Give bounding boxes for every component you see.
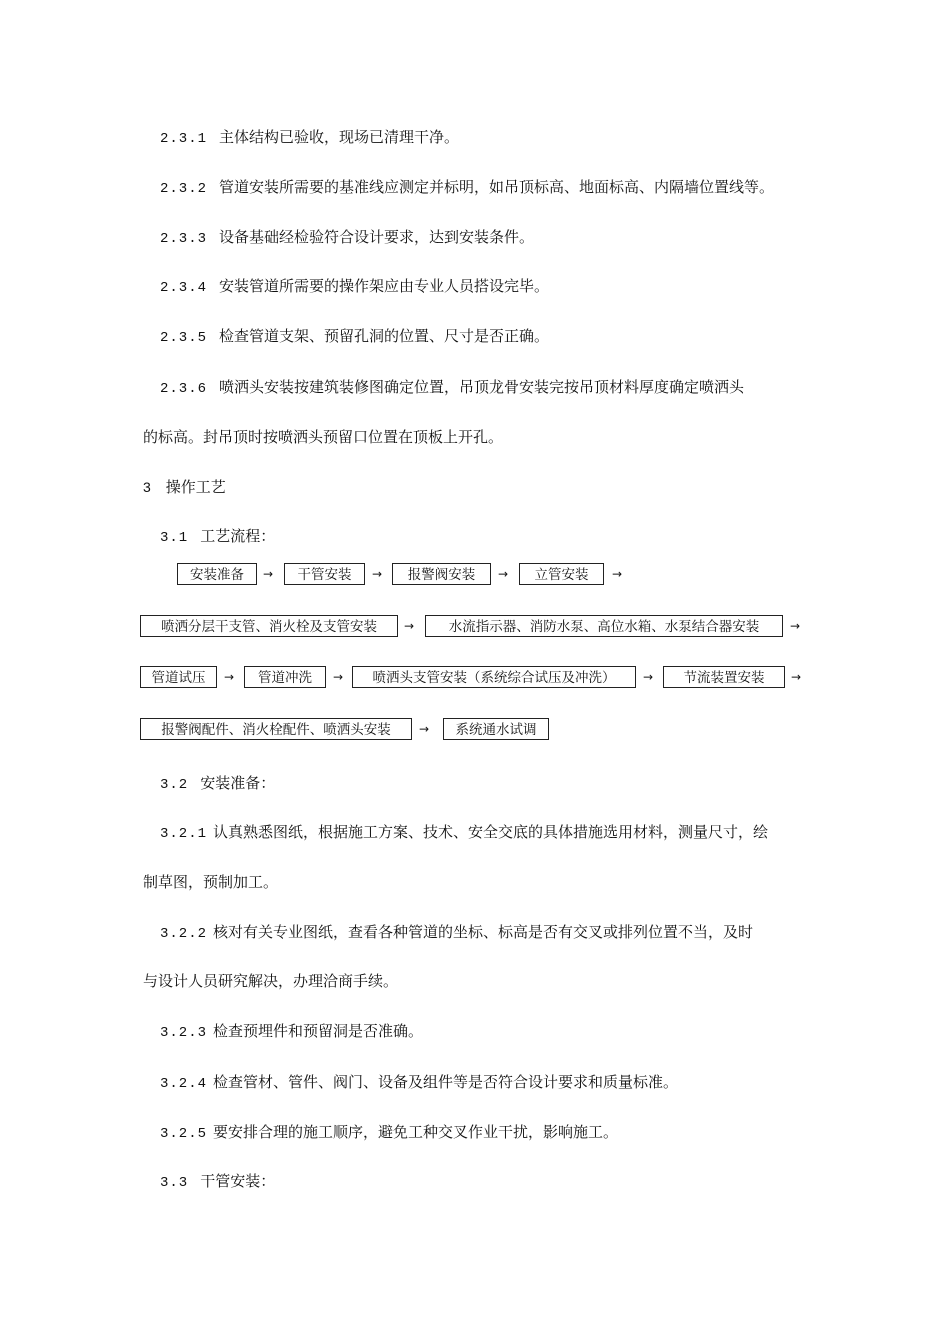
heading-number: 3	[143, 479, 152, 495]
arrow-icon: →	[404, 619, 415, 633]
arrow-icon: →	[643, 670, 654, 684]
arrow-icon: →	[372, 567, 383, 581]
item-number: 2.3.1	[160, 131, 208, 147]
flow-step: 喷洒分层干支管、消火栓及支管安装	[140, 615, 398, 637]
item-number: 3.2.5	[160, 1126, 208, 1142]
flow-step: 喷洒头支管安装（系统综合试压及冲洗）	[352, 666, 636, 688]
item-text: 检查管道支架、预留孔洞的位置、尺寸是否正确。	[219, 327, 550, 345]
item-number: 2.3.4	[160, 280, 208, 296]
arrow-icon: →	[419, 722, 430, 736]
arrow-icon: →	[333, 670, 344, 684]
arrow-icon: →	[498, 567, 509, 581]
flow-step: 管道冲洗	[244, 666, 326, 688]
item-2-3-5	[160, 326, 549, 348]
item-2-3-1	[160, 127, 459, 149]
item-text: 管道安装所需要的基准线应测定并标明，如吊顶标高、地面标高、内隔墙位置线等。	[219, 178, 775, 196]
item-number: 2.3.5	[160, 330, 208, 346]
arrow-icon: →	[224, 670, 235, 684]
item-text: 要安排合理的施工顺序，避免工种交叉作业干扰，影响施工。	[213, 1123, 619, 1141]
item-text: 工艺流程：	[200, 527, 276, 545]
item-3-2	[160, 773, 275, 795]
flow-step: 系统通水试调	[443, 718, 549, 740]
item-3-1	[160, 526, 275, 548]
item-text: 安装准备：	[200, 774, 276, 792]
item-number: 3.2.4	[160, 1076, 208, 1092]
arrow-icon: →	[790, 619, 801, 633]
item-3-2-4	[160, 1072, 678, 1094]
item-text: 认真熟悉图纸，根据施工方案、技术、安全交底的具体措施选用材料，测量尺寸，绘	[213, 823, 769, 841]
item-3-2-3	[160, 1021, 423, 1043]
item-2-3-2	[160, 177, 774, 199]
section-heading-3	[143, 477, 226, 497]
flow-step: 节流装置安装	[663, 666, 785, 688]
item-3-2-1	[160, 822, 768, 844]
item-text: 主体结构已验收，现场已清理干净。	[219, 128, 460, 146]
item-number: 3.3	[160, 1175, 189, 1191]
item-2-3-4	[160, 276, 549, 298]
item-text: 安装管道所需要的操作架应由专业人员搭设完毕。	[219, 277, 550, 295]
item-number: 3.1	[160, 530, 189, 546]
item-2-3-6	[160, 377, 744, 399]
item-text: 检查预埋件和预留洞是否准确。	[213, 1022, 424, 1040]
flow-step: 报警阀配件、消火栓配件、喷洒头安装	[140, 718, 412, 740]
item-number: 3.2	[160, 777, 189, 793]
item-3-2-5	[160, 1122, 618, 1144]
item-text: 检查管材、管件、阀门、设备及组件等是否符合设计要求和质量标准。	[213, 1073, 679, 1091]
flow-step: 立管安装	[519, 563, 604, 585]
item-number: 2.3.3	[160, 231, 208, 247]
arrow-icon: →	[791, 670, 802, 684]
arrow-icon: →	[263, 567, 274, 581]
item-text: 喷洒头安装按建筑装修图确定位置，吊顶龙骨安装完按吊顶材料厚度确定喷洒头	[219, 378, 745, 396]
flow-step: 管道试压	[140, 666, 217, 688]
item-number: 2.3.6	[160, 381, 208, 397]
item-3-2-2	[160, 922, 753, 944]
flow-step: 水流指示器、消防水泵、高位水箱、水泵结合器安装	[425, 615, 783, 637]
item-3-3	[160, 1171, 275, 1193]
item-3-2-2-cont: 与设计人员研究解决，办理洽商手续。	[143, 972, 399, 990]
item-2-3-6-cont: 的标高。封吊顶时按喷洒头预留口位置在顶板上开孔。	[143, 428, 504, 446]
item-number: 2.3.2	[160, 181, 208, 197]
item-text: 干管安装：	[200, 1172, 276, 1190]
item-2-3-3	[160, 227, 534, 249]
flow-step: 干管安装	[284, 563, 365, 585]
item-number: 3.2.3	[160, 1025, 208, 1041]
item-3-2-1-cont: 制草图，预制加工。	[143, 873, 279, 891]
item-number: 3.2.1	[160, 826, 208, 842]
flow-step: 报警阀安装	[392, 563, 491, 585]
item-text: 设备基础经检验符合设计要求，达到安装条件。	[219, 228, 535, 246]
arrow-icon: →	[612, 567, 623, 581]
item-text: 核对有关专业图纸，查看各种管道的坐标、标高是否有交叉或排列位置不当，及时	[213, 923, 754, 941]
item-number: 3.2.2	[160, 926, 208, 942]
heading-text: 操作工艺	[165, 478, 226, 496]
flow-step: 安装准备	[177, 563, 257, 585]
